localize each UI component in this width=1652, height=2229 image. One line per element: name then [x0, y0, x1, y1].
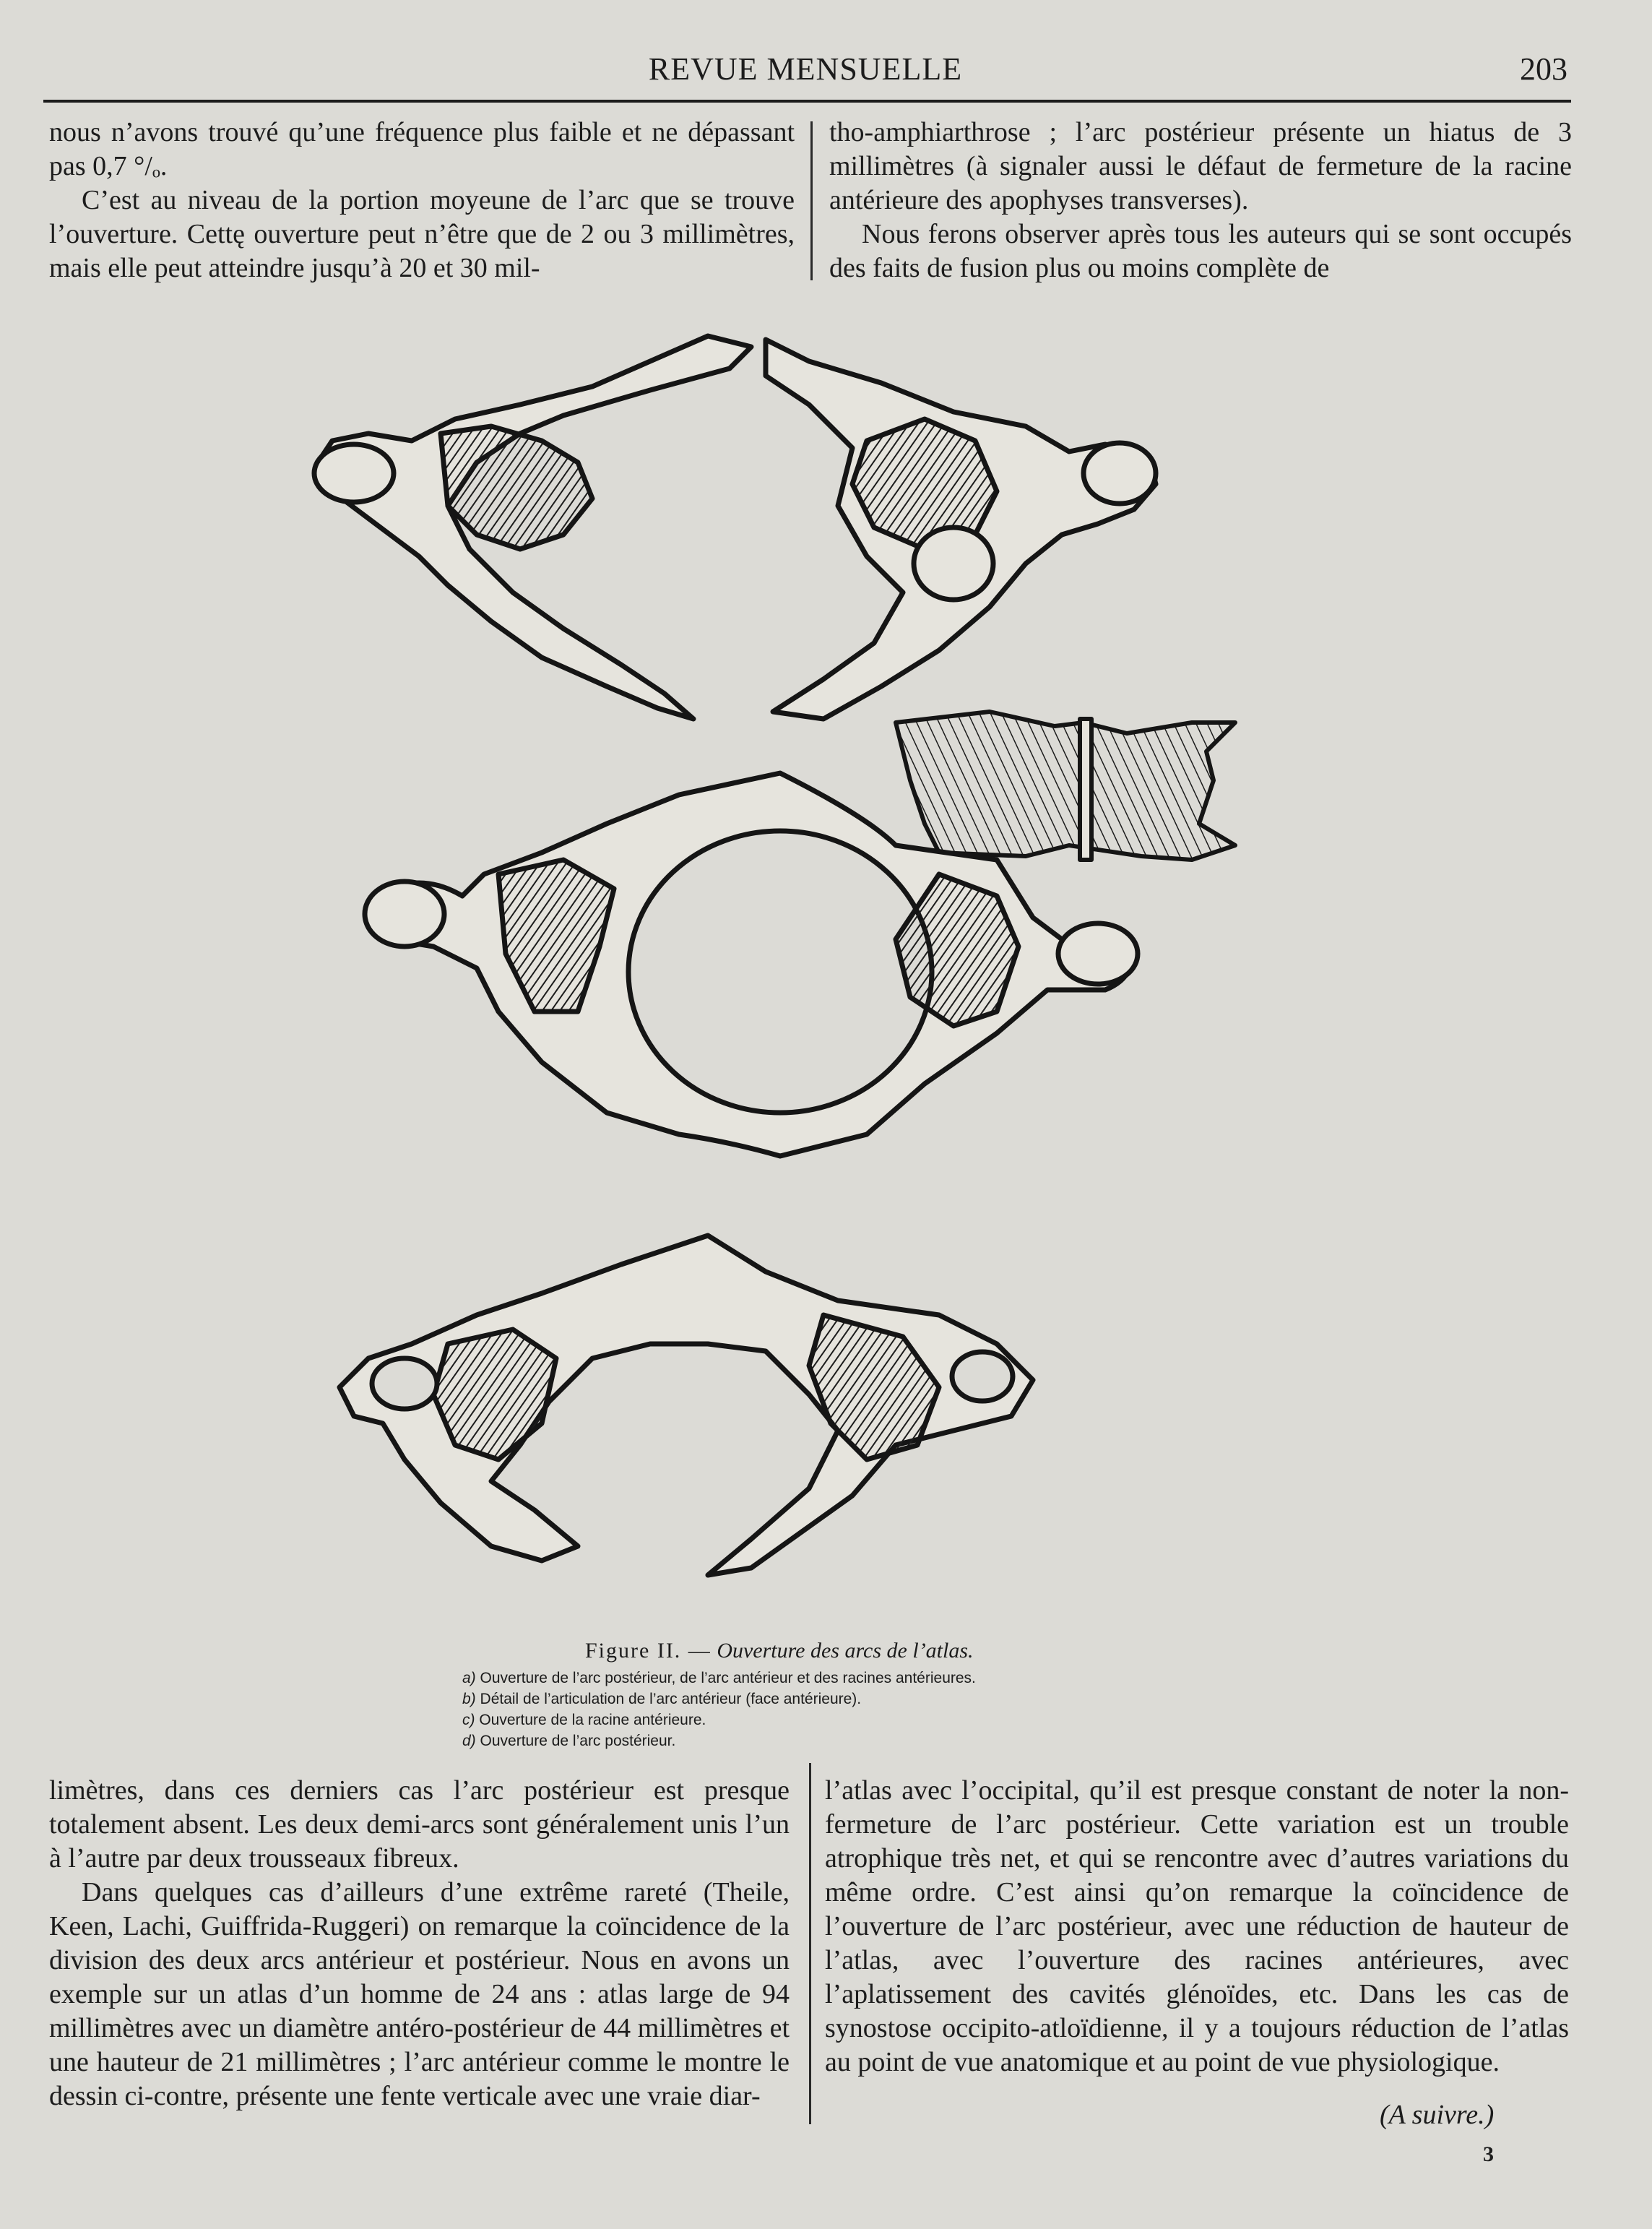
top-right-column [829, 116, 1572, 285]
running-head: REVUE MENSUELLE [648, 51, 963, 87]
caption-item-key: b) [462, 1691, 476, 1707]
articulation-detail-b [896, 712, 1235, 860]
signature-mark: 3 [1483, 2142, 1494, 2166]
caption-item [462, 1668, 1257, 1689]
caption-item [462, 1710, 1257, 1730]
caption-label: Figure II. — [585, 1639, 712, 1663]
paragraph: tho-amphiarthrose ; l’arc postérieur présente un hiatus de 3 millimètres (à signaler aussi le défaut de fermeture de la racine antérieure des apophyses transverses). [829, 117, 1572, 215]
atlas-figure [303, 318, 1329, 1633]
caption-item-key: d) [462, 1733, 476, 1749]
bottom-left-column [49, 1774, 790, 2113]
caption-item-text: Ouverture de l’arc postérieur, de l’arc antérieur et des racines antérieures. [480, 1670, 976, 1686]
caption-title-text: Ouverture des arcs de l’atlas. [717, 1639, 974, 1663]
caption-item-text: Ouverture de l’arc postérieur. [480, 1733, 676, 1749]
caption-item-key: a) [462, 1670, 476, 1686]
column-separator [809, 1763, 811, 2124]
caption-item-key: c) [462, 1712, 475, 1728]
caption-item-text: Ouverture de la racine antérieure. [479, 1712, 706, 1728]
paragraph: Nous ferons observer après tous les auteurs qui se sont occupés des faits de fusion plus ou moins complète de [829, 219, 1572, 283]
paragraph: Dans quelques cas d’ailleurs d’une extrême rareté (Theile, Keen, Lachi, Guiffrida-Ruggeri) on remarque la coïncidence de la division des deux arcs antérieur et postérieur. Nous en avons un exemple sur un atlas d’un homme de 24 ans : atlas large de 94 millimètres avec un diamètre antéro-postérieur de 44 millimètres et une hauteur de 21 millimètres ; l’arc antérieur comme le montre le dessin ci-contre, présente une fente verticale avec une vraie diar- [49, 1877, 790, 2111]
top-left-column [49, 116, 795, 285]
paragraph: limètres, dans ces derniers cas l’arc postérieur est presque totalement absent. Les deux demi-arcs sont généralement unis l’un à l’autre par deux trousseaux fibreux. [49, 1775, 790, 1874]
page-header [43, 51, 1567, 101]
caption-item [462, 1689, 1257, 1710]
figure-caption [462, 1639, 1257, 1751]
atlas-drawing-d [340, 1236, 1033, 1575]
atlas-drawing-a [314, 336, 1156, 719]
caption-title [462, 1639, 1257, 1663]
bottom-right-column [825, 1774, 1569, 2079]
column-separator [810, 121, 813, 280]
paragraph: C’est au niveau de la portion moyeune de l’arc que se trouve l’ouverture. Cettę ouverture peut n’être que de 2 ou 3 millimètres, mais elle peut atteindre jusqu’à 20 et 30 mil- [49, 185, 795, 283]
caption-item-text: Détail de l’articulation de l’arc antérieur (face antérieure). [480, 1691, 862, 1707]
paragraph: l’atlas avec l’occipital, qu’il est presque constant de noter la non-fermeture de l’arc postérieur. Cette variation est un trouble atrophique très net, et qui se rencontre avec d’autres variations du même ordre. C’est ainsi qu’on remarque la coïncidence de l’ouverture de l’arc postérieur, avec une réduction de hauteur de l’atlas, avec l’ouverture des racines antérieures, avec l’aplatissement des cavités glénoïdes, etc. Dans les cas de synostose occipito-atloïdienne, il y a toujours réduction de l’atlas au point de vue anatomique et au point de vue physiologique. [825, 1775, 1569, 2077]
caption-item [462, 1730, 1257, 1751]
paragraph: nous n’avons trouvé qu’une fréquence plus faible et ne dépassant pas 0,7 °/ₒ. [49, 117, 795, 181]
header-rule [43, 100, 1571, 103]
page-number: 203 [1520, 51, 1567, 87]
to-be-continued: (A suivre.) [1380, 2100, 1495, 2130]
